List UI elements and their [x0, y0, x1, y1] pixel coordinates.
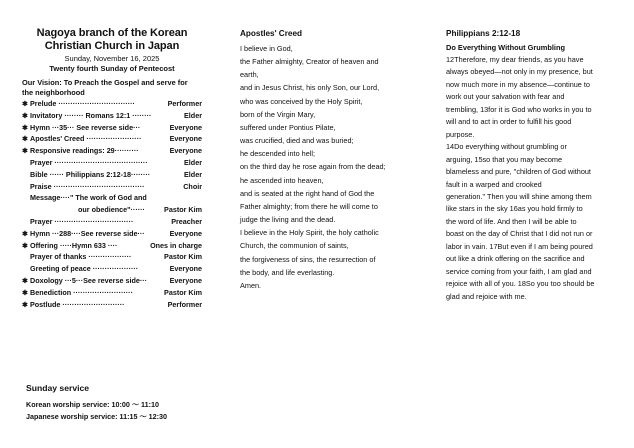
order-of-worship-list [22, 98, 202, 310]
order-item [22, 204, 202, 216]
bullet-star-icon [22, 263, 30, 275]
scripture-line: boast on the day of Christ that I did not run or [446, 229, 593, 239]
apostles-creed-column [240, 0, 405, 292]
order-item [22, 299, 202, 311]
order-item-leader: Everyone [169, 122, 202, 132]
church-name-line-1: Nagoya branch of the Korean [36, 27, 188, 39]
order-item [22, 192, 202, 204]
church-name-line-2: Christian Church in Japan [44, 40, 180, 52]
order-item [22, 98, 202, 110]
creed-text [240, 42, 405, 292]
vision-line-1: Our Vision: To Preach the Gospel and serve for [22, 78, 188, 87]
order-item [22, 133, 202, 145]
order-item-leader: Everyone [169, 264, 202, 274]
order-of-worship-column [22, 0, 202, 310]
creed-line: the forgiveness of sins, the resurrection of [240, 254, 376, 264]
order-item-text: Doxology ···5···See reverse side··· [30, 275, 148, 285]
scripture-line: 12Therefore, my dear friends, as you have [446, 55, 584, 64]
scripture-line: will and to act in order to fulfill his good [446, 117, 572, 127]
order-item [22, 287, 202, 299]
scripture-title: Philippians 2:12-18 [446, 29, 521, 38]
order-item [22, 263, 202, 275]
creed-line: the body, and life everlasting. [240, 267, 335, 277]
creed-line: I believe in God, [240, 44, 293, 53]
order-item [22, 169, 202, 181]
sunday-service-title: Sunday service [26, 383, 90, 393]
order-item-leader: Performer [167, 99, 202, 108]
order-item [22, 157, 202, 169]
creed-line: the Father almighty, Creator of heaven and [240, 57, 379, 67]
scripture-column [446, 0, 618, 303]
bullet-star-icon: ✱ [22, 110, 29, 120]
order-item [22, 251, 202, 263]
scripture-line: purpose. [446, 129, 475, 139]
order-item-leader: Performer [167, 299, 202, 309]
service-date: Sunday, November 16, 2025 [64, 54, 160, 63]
order-item-text: our obedience"······ [78, 205, 145, 215]
liturgical-sunday: Twenty fourth Sunday of Pentecost [49, 64, 175, 73]
scripture-line: like stars in the sky 16as you hold firmly to [446, 204, 583, 214]
creed-line: on the third day he rose again from the dead; [240, 162, 386, 172]
order-item-leader: Pastor Kim [164, 287, 202, 297]
scripture-text [446, 54, 618, 303]
bullet-star-icon [22, 169, 30, 181]
scripture-line: fault in a warped and crooked [446, 179, 542, 189]
order-item-text: Prayer ································· [30, 216, 134, 226]
order-item-text: Greeting of peace ··················· [30, 264, 139, 274]
scripture-line: always obeyed—not only in my presence, but [446, 67, 593, 77]
creed-line: I believe in the Holy Spirit, the holy catholic [240, 228, 379, 238]
bullet-star-icon: ✱ [22, 240, 29, 250]
order-item [22, 110, 202, 122]
scripture-line: out like a drink offering on the sacrifice and [446, 254, 585, 264]
order-item-leader: Preacher [171, 216, 202, 226]
creed-line: was crucified, died and was buried; [240, 136, 354, 146]
bullet-star-icon: ✱ [22, 122, 29, 132]
bullet-star-icon: ✱ [22, 287, 29, 297]
bullet-star-icon: ✱ [22, 275, 29, 285]
order-item-leader: Ones in charge [150, 240, 202, 250]
scripture-line: now much more in my absence—continue to [446, 79, 590, 89]
order-item-leader: Pastor Kim [164, 205, 202, 215]
scripture-line: generation." Then you will shine among them [446, 191, 592, 201]
scripture-line: the word of life. And then I will be able to [446, 216, 577, 226]
creed-line: suffered under Pontius Pilate, [240, 122, 336, 132]
scripture-line: 14Do everything without grumbling or [446, 142, 567, 152]
order-item [22, 181, 202, 193]
bullet-star-icon [22, 251, 30, 263]
order-item-text: Postlude ·························· [30, 299, 125, 309]
bullet-star-icon: ✱ [22, 134, 29, 144]
scripture-line: glad and rejoice with me. [446, 291, 527, 301]
vision-statement [22, 78, 202, 98]
creed-line: he ascended into heaven, [240, 175, 324, 185]
order-item-text: Prayer ······································· [30, 157, 148, 167]
order-item-text: Hymn ···35··· See reverse side··· [30, 122, 141, 132]
bullet-star-icon [22, 216, 30, 228]
order-item [22, 228, 202, 240]
creed-title: Apostles' Creed [240, 29, 303, 38]
order-item-text: Responsive readings: 29·········· [30, 146, 139, 156]
japanese-service-time: Japanese worship service: 11:15 〜 12:30 [26, 412, 168, 421]
order-item [22, 240, 202, 252]
order-item-leader: Elder [184, 169, 202, 179]
creed-line: Amen. [240, 280, 262, 290]
bullet-star-icon: ✱ [22, 146, 29, 156]
creed-line: and is seated at the right hand of God the [240, 188, 375, 198]
order-item-leader: Everyone [169, 275, 202, 285]
order-item [22, 145, 202, 157]
vision-line-2: the neighborhood [22, 88, 85, 97]
scripture-line: trembling, 13for it is God who works in you to [446, 104, 592, 114]
order-item-leader: Elder [184, 110, 202, 120]
scripture-subtitle: Do Everything Without Grumbling [446, 43, 565, 52]
scripture-line: work out your salvation with fear and [446, 92, 565, 102]
order-item-text: Bible ······ Philippians 2:12-18········ [30, 169, 151, 179]
order-item-text: Invitatory ········ Romans 12:1 ········ [30, 110, 152, 120]
scripture-line: service coming from your faith, I am glad and [446, 266, 592, 276]
order-item-text: Praise ······································ [30, 181, 145, 191]
order-item-text: Benediction ························· [30, 287, 133, 297]
bullet-star-icon [22, 157, 30, 169]
bullet-star-icon: ✱ [22, 99, 29, 108]
order-item-leader: Everyone [169, 134, 202, 144]
creed-line: Father almighty; from there he will come to [240, 201, 378, 211]
order-item-leader: Everyone [169, 228, 202, 238]
order-item-text: Message····" The work of God and [30, 193, 147, 203]
korean-service-time: Korean worship service: 10:00 〜 11:10 [26, 400, 160, 409]
creed-line: who was conceived by the Holy Spirit, [240, 96, 363, 106]
order-item-text: Apostles' Creed ······················· [30, 134, 142, 144]
order-item-text: Prelude ································ [30, 99, 135, 108]
scripture-line: labor in vain. 17But even if I am being poured [446, 241, 593, 251]
order-item [22, 216, 202, 228]
order-item-leader: Elder [184, 157, 202, 167]
bullet-star-icon: ✱ [22, 299, 29, 309]
creed-line: earth, [240, 70, 259, 80]
creed-line: Church, the communion of saints, [240, 241, 349, 251]
creed-line: born of the Virgin Mary, [240, 109, 316, 119]
bullet-star-icon [22, 181, 30, 193]
order-item-text: Prayer of thanks ·················· [30, 252, 132, 262]
order-item [22, 275, 202, 287]
bullet-star-icon [22, 192, 30, 204]
order-item-leader: Choir [183, 181, 202, 191]
scripture-line: blameless and pure, "children of God without [446, 167, 591, 177]
creed-line: he descended into hell; [240, 149, 316, 159]
order-item-leader: Everyone [169, 146, 202, 156]
scripture-line: rejoice with all of you. 18So you too should be [446, 279, 595, 289]
order-item [22, 122, 202, 134]
order-item-text: Hymn ···288····See reverse side··· [30, 228, 145, 238]
bullet-star-icon: ✱ [22, 228, 29, 238]
bullet-star-icon [22, 204, 30, 216]
order-item-leader: Pastor Kim [164, 252, 202, 262]
creed-line: and in Jesus Christ, his only Son, our Lord, [240, 83, 380, 93]
scripture-line: arguing, 15so that you may become [446, 154, 563, 164]
order-item-text: Offering ·····Hymn 633 ···· [30, 240, 118, 250]
creed-line: judge the living and the dead. [240, 215, 336, 225]
